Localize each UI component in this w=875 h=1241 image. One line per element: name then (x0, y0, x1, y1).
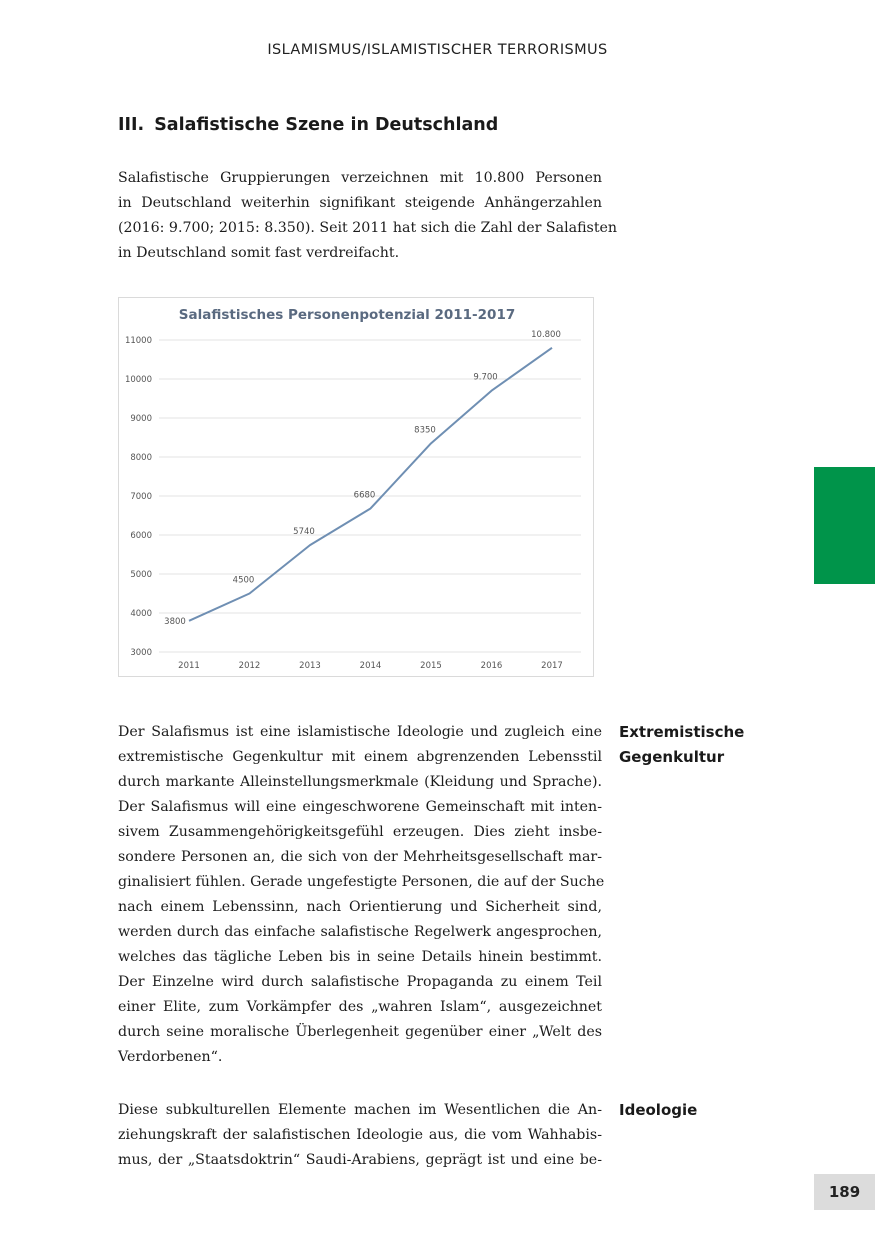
x-tick-label: 2017 (541, 661, 563, 671)
x-tick-label: 2014 (359, 661, 382, 671)
intro-line: in Deutschland weiterhin signifikant steigende Anhängerzahlen (118, 195, 602, 211)
data-label: 9.700 (473, 372, 498, 383)
line-chart (118, 297, 594, 677)
ideology-line: ziehungskraft der salafistischen Ideologie aus, die vom Wahhabis- (118, 1127, 602, 1143)
data-label: 6680 (353, 490, 376, 501)
section-title-text: Salafistische Szene in Deutschland (154, 115, 499, 135)
y-tick-label: 4000 (130, 609, 152, 619)
body-line: Der Salafismus will eine eingeschworene Gemeinschaft mit inten- (118, 799, 602, 815)
body-line: sondere Personen an, die sich von der Mehrheitsgesellschaft mar- (118, 849, 602, 865)
intro-paragraph (118, 166, 618, 266)
y-tick-label: 11000 (124, 336, 152, 346)
body-line: ginalisiert fühlen. Gerade ungefestigte Personen, die auf der Suche (118, 874, 605, 890)
y-tick-label: 8000 (130, 453, 152, 463)
data-label: 10.800 (531, 329, 561, 340)
x-tick-label: 2015 (420, 661, 442, 671)
margin-note-line: Extremistische (619, 723, 745, 741)
ideology-line: mus, der „Staatsdoktrin“ Saudi-Arabiens, geprägt ist und eine be- (118, 1152, 602, 1168)
chart-title: Salafistisches Personenpotenzial 2011-2017 (178, 307, 516, 323)
y-tick-label: 6000 (130, 531, 152, 541)
body-line: sivem Zusammengehörigkeitsgefühl erzeugen. Dies zieht insbe- (118, 824, 602, 840)
y-tick-label: 10000 (124, 375, 152, 385)
body-line: einer Elite, zum Vorkämpfer des „wahren Islam“, ausgezeichnet (118, 999, 602, 1015)
y-tick-label: 3000 (130, 648, 152, 658)
intro-line: (2016: 9.700; 2015: 8.350). Seit 2011 hat sich die Zahl der Salafisten (118, 220, 618, 236)
ideology-paragraph (118, 1098, 602, 1173)
body-line: Der Salafismus ist eine islamistische Ideologie und zugleich eine (118, 724, 602, 740)
body-line: nach einem Lebenssinn, nach Orientierung und Sicherheit sind, (118, 899, 602, 915)
body-line: Der Einzelne wird durch salafistische Propaganda zu einem Teil (118, 974, 602, 990)
section-title (118, 115, 498, 135)
y-tick-label: 7000 (130, 492, 152, 502)
chart-canvas (119, 298, 593, 676)
running-head: ISLAMISMUS/ISLAMISTISCHER TERRORISMUS (267, 42, 608, 58)
intro-line: in Deutschland somit fast verdreifacht. (118, 245, 400, 261)
body-line: werden durch das einfache salafistische Regelwerk angesprochen, (118, 924, 602, 940)
body-line: welches das tägliche Leben bis in seine Details hinein bestimmt. (118, 949, 602, 965)
body-line: Verdorbenen“. (118, 1049, 223, 1065)
ideology-line: Diese subkulturellen Elemente machen im Wesentlichen die An- (118, 1102, 602, 1118)
body-line: durch markante Alleinstellungsmerkmale (Kleidung und Sprache). (118, 774, 602, 790)
x-tick-label: 2012 (238, 661, 261, 671)
data-label: 3800 (164, 616, 186, 627)
intro-line: Salafistische Gruppierungen verzeichnen mit 10.800 Personen (118, 170, 602, 186)
x-tick-label: 2016 (480, 661, 503, 671)
page-number: 189 (814, 1174, 875, 1210)
data-label: 8350 (414, 425, 436, 436)
chapter-tab (814, 467, 875, 584)
margin-note-line: Ideologie (619, 1101, 698, 1119)
body-paragraph (118, 720, 605, 1070)
y-tick-label: 5000 (130, 570, 152, 580)
body-line: durch seine moralische Überlegenheit gegenüber einer „Welt des (118, 1024, 602, 1040)
y-tick-label: 9000 (130, 414, 152, 424)
x-tick-label: 2011 (178, 661, 200, 671)
x-tick-label: 2013 (299, 661, 321, 671)
data-label: 5740 (293, 527, 315, 538)
data-label: 4500 (232, 575, 255, 586)
margin-note-extremism (619, 720, 799, 770)
margin-note-ideology (619, 1098, 799, 1123)
body-line: extremistische Gegenkultur mit einem abgrenzenden Lebensstil (118, 749, 602, 765)
margin-note-line: Gegenkultur (619, 748, 725, 766)
section-number: III. (118, 115, 145, 135)
